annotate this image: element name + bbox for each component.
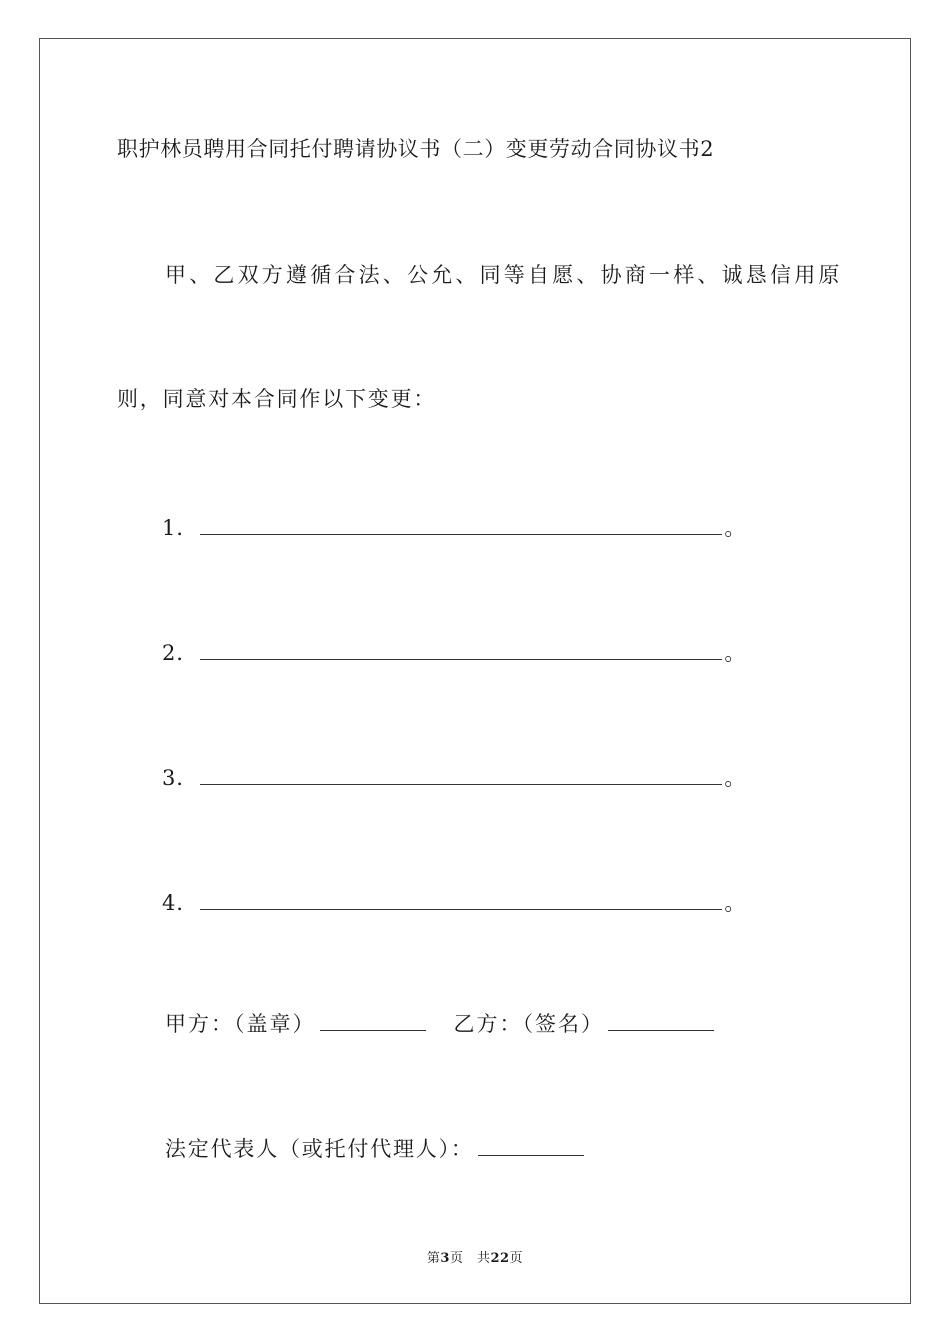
change-item-1 xyxy=(162,512,746,542)
fill-in-blank[interactable] xyxy=(200,514,722,535)
change-item-3 xyxy=(162,762,746,792)
item-end-mark: 。 xyxy=(724,641,747,665)
item-number: 3． xyxy=(162,766,199,790)
fill-in-blank[interactable] xyxy=(200,639,722,660)
page-frame xyxy=(39,38,911,1304)
document-heading: 职护林员聘用合同托付聘请协议书（二）变更劳动合同协议书2 xyxy=(117,137,715,161)
page-footer: 第3页 共22页 xyxy=(426,1251,524,1266)
item-number: 4． xyxy=(162,891,199,915)
total-page-number: 22 xyxy=(490,1251,510,1266)
item-end-mark: 。 xyxy=(724,891,747,915)
item-number: 1． xyxy=(162,516,199,540)
representative-blank[interactable] xyxy=(478,1135,584,1156)
change-item-2 xyxy=(162,637,746,667)
representative-label: 法定代表人（或托付代理人）： xyxy=(165,1137,474,1161)
signature-line xyxy=(165,1008,714,1038)
paragraph-line-2: 则，同意对本合同作以下变更： xyxy=(117,387,437,411)
party-b-label: 乙方：（签名） xyxy=(453,1012,604,1036)
change-item-4 xyxy=(162,887,746,917)
party-a-label: 甲方：（盖章） xyxy=(165,1012,316,1036)
representative-line xyxy=(165,1133,584,1163)
fill-in-blank[interactable] xyxy=(200,764,722,785)
item-end-mark: 。 xyxy=(724,766,747,790)
item-end-mark: 。 xyxy=(724,516,747,540)
party-a-seal-blank[interactable] xyxy=(320,1010,426,1031)
party-b-signature-blank[interactable] xyxy=(608,1010,714,1031)
current-page-number: 3 xyxy=(440,1251,450,1266)
item-number: 2． xyxy=(162,641,199,665)
paragraph-line-1: 甲、乙双方遵循合法、公允、同等自愿、协商一样、诚恳信用原 xyxy=(165,263,843,287)
fill-in-blank[interactable] xyxy=(200,889,722,910)
